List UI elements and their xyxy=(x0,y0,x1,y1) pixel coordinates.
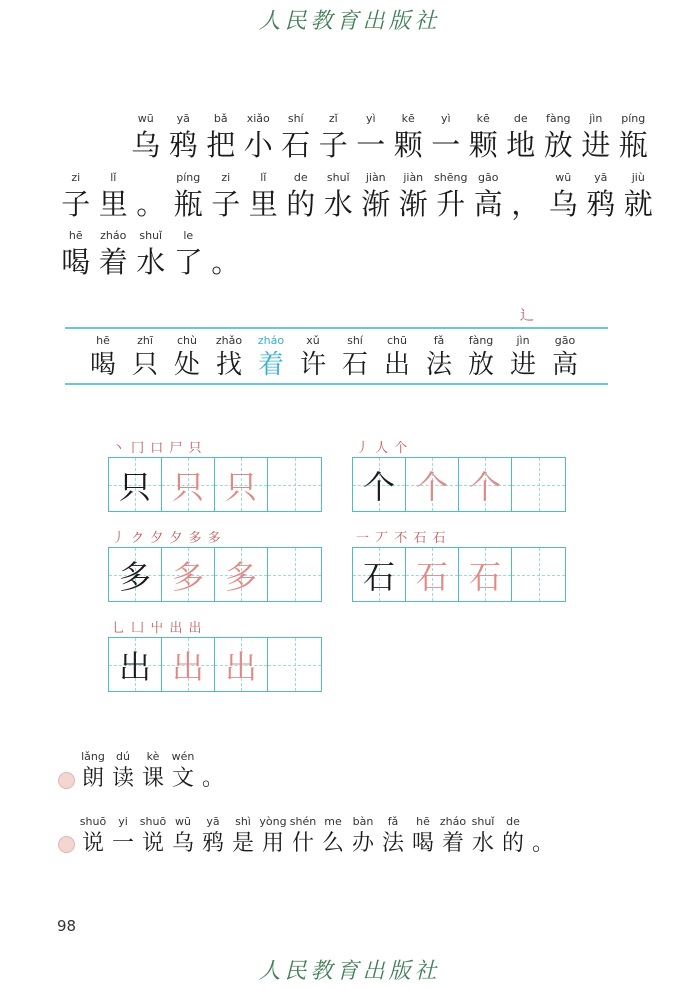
char-cell xyxy=(198,815,228,858)
stroke-order: 一 丆 不 石 石 xyxy=(356,531,447,546)
pinyin: lǎng xyxy=(81,750,105,763)
trace-char: 出 xyxy=(171,647,204,686)
char-cell xyxy=(460,334,502,381)
char-cell xyxy=(352,112,390,163)
hanzi: 水 xyxy=(136,245,166,279)
pinyin: bǎ xyxy=(213,112,228,125)
hanzi: 子 xyxy=(61,187,91,221)
hanzi: 着 xyxy=(257,350,284,380)
hanzi: 瓶 xyxy=(618,128,648,162)
pinyin: shí xyxy=(287,112,304,125)
char-cell xyxy=(615,112,653,163)
char-cell xyxy=(418,334,460,381)
pinyin: yì xyxy=(440,112,451,125)
char-cell xyxy=(507,171,545,222)
char-cell xyxy=(315,112,353,163)
pinyin: dú xyxy=(116,750,130,763)
pinyin: píng xyxy=(621,112,646,125)
char-cell xyxy=(438,815,468,858)
pinyin: le xyxy=(183,229,194,242)
pinyin: kē xyxy=(401,112,415,125)
char-cell xyxy=(138,750,168,793)
pinyin: gāo xyxy=(554,334,576,347)
pinyin: de xyxy=(293,171,308,184)
pinyin: shì xyxy=(235,815,251,828)
pinyin: zǐ xyxy=(328,112,338,125)
hanzi: 石 xyxy=(341,350,368,380)
pinyin: zháo xyxy=(439,815,467,828)
model-char: 多 xyxy=(118,557,151,596)
pinyin: shuǐ xyxy=(326,171,350,184)
grid-cell xyxy=(109,548,162,601)
tianzige-grid xyxy=(352,457,566,512)
char-cell xyxy=(395,171,433,222)
hanzi: 放 xyxy=(467,350,494,380)
char-cell xyxy=(108,750,138,793)
char-cell xyxy=(432,171,470,222)
pinyin: jìn xyxy=(516,334,530,347)
char-cell xyxy=(207,171,245,222)
grid-cell xyxy=(215,548,268,601)
hanzi: 颗 xyxy=(393,128,423,162)
tianzige-grid xyxy=(108,637,322,692)
pinyin: yā xyxy=(176,112,190,125)
pinyin: shí xyxy=(347,334,363,347)
hanzi: 出 xyxy=(383,350,410,380)
pinyin: chū xyxy=(387,334,407,347)
grid-cell xyxy=(459,458,512,511)
stroke-order: 丿 ク 夕 夕 多 多 xyxy=(112,531,222,546)
char-cell xyxy=(202,112,240,163)
hanzi: 就 xyxy=(623,187,653,221)
pinyin: xiǎo xyxy=(246,112,270,125)
hanzi: 子 xyxy=(318,128,348,162)
hanzi: 。 xyxy=(211,245,241,279)
hanzi: 乌 xyxy=(131,128,161,162)
hanzi: 着 xyxy=(98,245,128,279)
trace-char: 出 xyxy=(224,647,257,686)
char-cell xyxy=(168,750,198,793)
char-cell xyxy=(544,334,586,381)
pinyin: fǎ xyxy=(433,334,445,347)
pinyin: hē xyxy=(96,334,110,347)
pinyin: yi xyxy=(118,815,128,828)
hanzi: 升 xyxy=(436,187,466,221)
char-cell xyxy=(170,171,208,222)
pinyin: hē xyxy=(68,229,83,242)
hanzi: 的 xyxy=(501,831,524,856)
hanzi: 进 xyxy=(581,128,611,162)
hanzi: 渐 xyxy=(398,187,428,221)
char-cell xyxy=(127,112,165,163)
char-cell xyxy=(132,171,170,222)
grid-cell xyxy=(215,638,268,691)
empty-grid-cell[interactable] xyxy=(268,548,321,601)
publisher-logo-header: 人民教育出版社 xyxy=(258,9,441,34)
trace-char: 石 xyxy=(468,557,501,596)
char-cell xyxy=(57,229,95,280)
char-cell xyxy=(258,815,288,858)
char-cell xyxy=(502,112,540,163)
pinyin: bàn xyxy=(352,815,374,828)
hanzi: 地 xyxy=(506,128,536,162)
empty-grid-cell[interactable] xyxy=(512,458,565,511)
pinyin: wū xyxy=(175,815,191,828)
tianzige-grid xyxy=(108,547,322,602)
pinyin: yā xyxy=(594,171,608,184)
pinyin: shuō xyxy=(139,815,167,828)
vocab-top-rule xyxy=(65,327,608,329)
exercise-icon xyxy=(58,772,75,789)
char-cell xyxy=(132,229,170,280)
pinyin: de xyxy=(506,815,520,828)
char-cell xyxy=(427,112,465,163)
hanzi: 办 xyxy=(351,831,374,856)
tianzige-grid xyxy=(108,457,322,512)
hanzi: 一 xyxy=(356,128,386,162)
radical-note: 辶 xyxy=(520,308,534,324)
pinyin: shēng xyxy=(434,171,468,184)
char-cell xyxy=(528,815,558,858)
char-cell xyxy=(228,815,258,858)
hanzi: 。 xyxy=(136,187,166,221)
hanzi: 石 xyxy=(281,128,311,162)
grid-cell xyxy=(215,458,268,511)
empty-grid-cell[interactable] xyxy=(512,548,565,601)
hanzi: 说 xyxy=(141,831,164,856)
char-cell xyxy=(582,171,620,222)
pinyin: de xyxy=(513,112,528,125)
pinyin: lǐ xyxy=(110,171,117,184)
page-number: 98 xyxy=(57,917,77,935)
char-cell xyxy=(545,171,583,222)
hanzi: 喝 xyxy=(61,245,91,279)
pinyin: jiù xyxy=(631,171,645,184)
char-cell xyxy=(82,334,124,381)
pinyin: yòng xyxy=(259,815,287,828)
passage-line xyxy=(57,229,245,280)
tianzige-grid xyxy=(352,547,566,602)
trace-char: 石 xyxy=(415,557,448,596)
hanzi: 只 xyxy=(131,350,158,380)
hanzi: 渐 xyxy=(361,187,391,221)
pinyin: me xyxy=(324,815,342,828)
pinyin: fàng xyxy=(545,112,571,125)
pinyin: kè xyxy=(146,750,160,763)
pinyin: shén xyxy=(289,815,317,828)
char-cell xyxy=(577,112,615,163)
hanzi: 乌 xyxy=(171,831,194,856)
char-cell xyxy=(320,171,358,222)
grid-cell xyxy=(162,548,215,601)
pinyin: zi xyxy=(71,171,81,184)
hanzi: 读 xyxy=(111,766,134,791)
char-cell xyxy=(378,815,408,858)
grid-cell xyxy=(353,458,406,511)
hanzi: 喝 xyxy=(89,350,116,380)
hanzi: 水 xyxy=(323,187,353,221)
hanzi: 法 xyxy=(381,831,404,856)
hanzi: 高 xyxy=(551,350,578,380)
hanzi: 里 xyxy=(248,187,278,221)
char-cell xyxy=(390,112,428,163)
model-char: 个 xyxy=(362,467,395,506)
char-cell xyxy=(348,815,378,858)
hanzi: 把 xyxy=(206,128,236,162)
empty-grid-cell[interactable] xyxy=(268,638,321,691)
char-cell xyxy=(540,112,578,163)
trace-char: 只 xyxy=(171,467,204,506)
char-cell xyxy=(78,815,108,858)
hanzi: 么 xyxy=(321,831,344,856)
hanzi: 了 xyxy=(173,245,203,279)
char-cell xyxy=(108,815,138,858)
trace-char: 多 xyxy=(171,557,204,596)
hanzi: 小 xyxy=(243,128,273,162)
exercise-discuss xyxy=(78,815,558,858)
pinyin: lǐ xyxy=(260,171,267,184)
trace-char: 多 xyxy=(224,557,257,596)
char-cell xyxy=(207,229,245,280)
char-cell xyxy=(465,112,503,163)
pinyin: kē xyxy=(476,112,490,125)
hanzi: 。 xyxy=(531,831,554,856)
empty-grid-cell[interactable] xyxy=(268,458,321,511)
hanzi: 进 xyxy=(509,350,536,380)
char-cell xyxy=(282,171,320,222)
char-cell xyxy=(292,334,334,381)
hanzi: 朗 xyxy=(81,766,104,791)
passage-line xyxy=(57,171,657,222)
char-cell xyxy=(620,171,658,222)
char-cell xyxy=(357,171,395,222)
hanzi: 喝 xyxy=(411,831,434,856)
char-cell xyxy=(57,171,95,222)
trace-char: 个 xyxy=(415,467,448,506)
vocab-bottom-rule xyxy=(65,383,608,385)
hanzi: 子 xyxy=(211,187,241,221)
hanzi: 用 xyxy=(261,831,284,856)
hanzi: 找 xyxy=(215,350,242,380)
vocab-strip xyxy=(82,334,586,381)
hanzi: 许 xyxy=(299,350,326,380)
hanzi: 高 xyxy=(473,187,503,221)
exercise-icon xyxy=(58,836,75,853)
trace-char: 个 xyxy=(468,467,501,506)
hanzi: 处 xyxy=(173,350,200,380)
model-char: 只 xyxy=(118,467,151,506)
char-cell xyxy=(208,334,250,381)
char-cell xyxy=(138,815,168,858)
passage-line xyxy=(127,112,652,163)
hanzi: 着 xyxy=(441,831,464,856)
pinyin: jiàn xyxy=(403,171,424,184)
stroke-order: 丿 人 个 xyxy=(356,441,409,456)
grid-cell xyxy=(459,548,512,601)
hanzi: 说 xyxy=(81,831,104,856)
char-cell xyxy=(124,334,166,381)
model-char: 出 xyxy=(118,647,151,686)
char-cell xyxy=(408,815,438,858)
hanzi: ， xyxy=(511,187,541,221)
char-cell xyxy=(165,112,203,163)
char-cell xyxy=(277,112,315,163)
pinyin: zi xyxy=(221,171,231,184)
pinyin: shuǐ xyxy=(139,229,163,242)
hanzi: 里 xyxy=(98,187,128,221)
char-cell xyxy=(168,815,198,858)
char-cell xyxy=(498,815,528,858)
pinyin: jìn xyxy=(589,112,603,125)
pinyin: zhī xyxy=(137,334,153,347)
pinyin: gāo xyxy=(478,171,499,184)
pinyin: wén xyxy=(171,750,195,763)
grid-cell xyxy=(353,548,406,601)
char-cell xyxy=(240,112,278,163)
pinyin: hē xyxy=(416,815,430,828)
char-cell xyxy=(502,334,544,381)
publisher-logo-footer: 人民教育出版社 xyxy=(258,959,441,984)
pinyin: píng xyxy=(176,171,201,184)
grid-cell xyxy=(406,458,459,511)
char-cell xyxy=(318,815,348,858)
char-cell xyxy=(470,171,508,222)
pinyin: shuō xyxy=(79,815,107,828)
exercise-read-aloud xyxy=(78,750,228,793)
hanzi: 一 xyxy=(431,128,461,162)
char-cell xyxy=(95,171,133,222)
char-cell xyxy=(78,750,108,793)
hanzi: 鸦 xyxy=(586,187,616,221)
hanzi: 放 xyxy=(543,128,573,162)
grid-cell xyxy=(109,638,162,691)
hanzi: 颗 xyxy=(468,128,498,162)
hanzi: 文 xyxy=(171,766,194,791)
pinyin: wū xyxy=(555,171,572,184)
hanzi: 法 xyxy=(425,350,452,380)
hanzi: 一 xyxy=(111,831,134,856)
pinyin: wū xyxy=(137,112,154,125)
char-cell xyxy=(245,171,283,222)
model-char: 石 xyxy=(362,557,395,596)
grid-cell xyxy=(109,458,162,511)
pinyin: zhǎo xyxy=(215,334,243,347)
hanzi: 瓶 xyxy=(173,187,203,221)
hanzi: 水 xyxy=(471,831,494,856)
char-cell xyxy=(166,334,208,381)
grid-cell xyxy=(162,458,215,511)
char-cell xyxy=(334,334,376,381)
pinyin: fǎ xyxy=(387,815,399,828)
hanzi: 是 xyxy=(231,831,254,856)
char-cell xyxy=(376,334,418,381)
hanzi: 乌 xyxy=(548,187,578,221)
char-cell xyxy=(288,815,318,858)
hanzi: 鸦 xyxy=(168,128,198,162)
hanzi: 鸦 xyxy=(201,831,224,856)
pinyin: yā xyxy=(206,815,220,828)
char-cell xyxy=(198,750,228,793)
pinyin: xǔ xyxy=(306,334,320,347)
hanzi: 。 xyxy=(201,766,224,791)
hanzi: 什 xyxy=(291,831,314,856)
pinyin: zháo xyxy=(257,334,285,347)
trace-char: 只 xyxy=(224,467,257,506)
pinyin: shuǐ xyxy=(471,815,495,828)
pinyin: chù xyxy=(177,334,197,347)
char-cell xyxy=(95,229,133,280)
stroke-order: 丶 冂 口 尸 只 xyxy=(112,441,203,456)
pinyin: yì xyxy=(365,112,376,125)
pinyin: jiàn xyxy=(365,171,386,184)
grid-cell xyxy=(406,548,459,601)
grid-cell xyxy=(162,638,215,691)
pinyin: fàng xyxy=(468,334,494,347)
char-cell xyxy=(468,815,498,858)
hanzi: 课 xyxy=(141,766,164,791)
char-cell xyxy=(250,334,292,381)
hanzi: 的 xyxy=(286,187,316,221)
char-cell xyxy=(170,229,208,280)
pinyin: zháo xyxy=(100,229,127,242)
stroke-order: 乚 凵 屮 出 出 xyxy=(112,621,203,636)
